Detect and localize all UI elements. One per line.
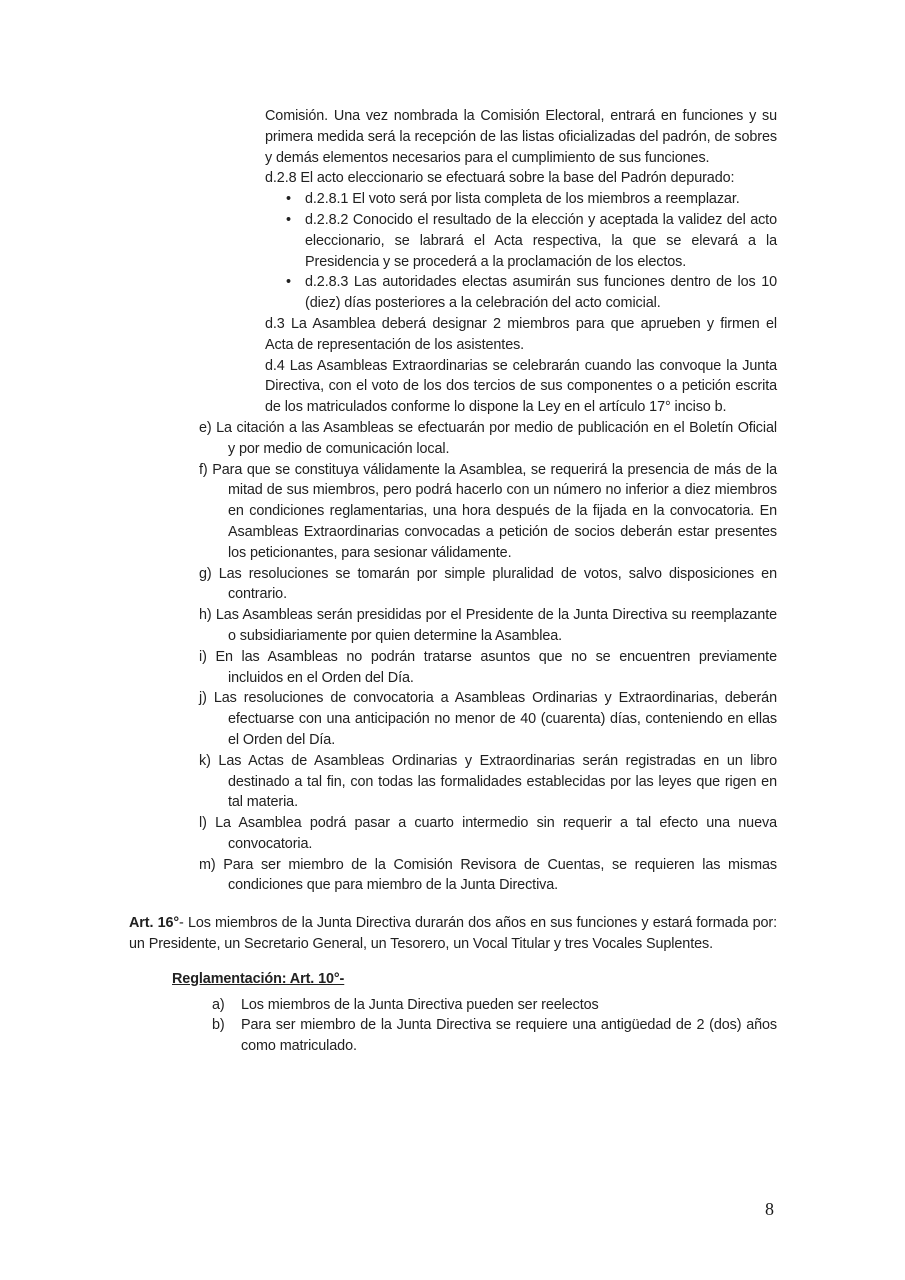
bullet-item-text: d.2.8.3 Las autoridades electas asumirán sus funciones dentro de los 10 (diez) días posteriores a la celebración del acto comicial. — [305, 274, 777, 312]
sub-item-a — [129, 995, 777, 1016]
letter-item-l: l) La Asamblea podrá pasar a cuarto intermedio sin requerir a tal efecto una nueva convocatoria. — [199, 815, 777, 852]
letter-item-m: m) Para ser miembro de la Comisión Revisora de Cuentas, se requieren las mismas condiciones que para miembro de la Junta Directiva. — [199, 856, 777, 894]
letter-item-k: k) Las Actas de Asambleas Ordinarias y Extraordinarias serán registradas en un libro destinado a tal fin, con todas las formalidades establecidas por las leyes que rigen en tal materia. — [199, 752, 777, 811]
letter-item-i: i) En las Asambleas no podrán tratarse asuntos que no se encuentren previamente incluidos en el Orden del Día. — [199, 648, 777, 686]
letter-item-j: j) Las resoluciones de convocatoria a Asambleas Ordinarias y Extraordinarias, deberán efectuarse con una anticipación no menor de 40 (cuarenta) días, conteniendo en ellas el Orden del Día. — [199, 690, 777, 748]
bullet-item-d2-8-1 — [129, 189, 777, 210]
bullet-item-text: d.2.8.1 El voto será por lista completa de los miembros a reemplazar. — [305, 191, 740, 208]
article-number-label: Art. 16° — [129, 915, 180, 932]
bullet-item-d2-8-2 — [129, 210, 777, 272]
letter-item-f: f) Para que se constituya válidamente la Asamblea, se requerirá la presencia de más de la mitad de sus miembros, pero podrá hacerlo con un número no inferior a diez miembros en condiciones reglamentarias, una hora después de la fijada en la convocatoria. En Asambleas Extraordinarias convocadas a petición de socios deberán estar presentes los peticionantes, para sesionar válidamente. — [199, 461, 777, 561]
bullet-item-text: d.2.8.2 Conocido el resultado de la elección y aceptada la validez del acto eleccionario, se labrará el Acta respectiva, la que se elevará a la Presidencia y se procederá a la proclamación de los electos. — [305, 211, 777, 270]
reglamentacion-heading: Reglamentación: Art. 10°- — [172, 970, 345, 987]
paragraph-d4: d.4 Las Asambleas Extraordinarias se celebrarán cuando las convoque la Junta Directiva, con el voto de los dos tercios de sus componentes o a petición escrita de los matriculados conforme lo dispone la Ley en el artículo 17° inciso b. — [265, 357, 777, 416]
sub-item-text: Para ser miembro de la Junta Directiva se requiere una antigüedad de 2 (dos) años como matriculado. — [241, 1017, 777, 1055]
letter-item-e: e) La citación a las Asambleas se efectuarán por medio de publicación en el Boletín Oficial y por medio de comunicación local. — [199, 419, 777, 457]
bullet-icon: • — [286, 191, 291, 208]
paragraph-art-16 — [129, 913, 777, 955]
paragraph-d3: d.3 La Asamblea deberá designar 2 miembros para que aprueben y firmen el Acta de representación de los asistentes. — [265, 315, 777, 353]
page-number: 8 — [765, 1199, 774, 1219]
sub-item-marker: b) — [212, 1017, 225, 1034]
letter-item-g: g) Las resoluciones se tomarán por simple pluralidad de votos, salvo disposiciones en contrario. — [199, 565, 777, 603]
sub-item-text: Los miembros de la Junta Directiva pueden ser reelectos — [241, 996, 599, 1013]
document-body — [129, 106, 777, 1057]
sub-item-b — [129, 1015, 777, 1057]
bullet-icon: • — [286, 274, 291, 291]
bullet-icon: • — [286, 211, 291, 228]
paragraph-comision-continuation: Comisión. Una vez nombrada la Comisión Electoral, entrará en funciones y su primera medida será la recepción de las listas oficializadas del padrón, de sobres y demás elementos necesarios para el cumplimiento de sus funciones. — [265, 108, 777, 166]
sub-item-marker: a) — [212, 996, 225, 1013]
bullet-item-d2-8-3 — [129, 272, 777, 314]
paragraph-d2-8-intro: d.2.8 El acto eleccionario se efectuará sobre la base del Padrón depurado: — [265, 170, 735, 187]
article-body-text: - Los miembros de la Junta Directiva durarán dos años en sus funciones y estará formada por: un Presidente, un Secretario General, un Tesorero, un Vocal Titular y tres Vocales Suplentes. — [129, 915, 777, 953]
letter-item-h: h) Las Asambleas serán presididas por el Presidente de la Junta Directiva su reemplazante o subsidiariamente por quien determine la Asamblea. — [199, 607, 777, 644]
